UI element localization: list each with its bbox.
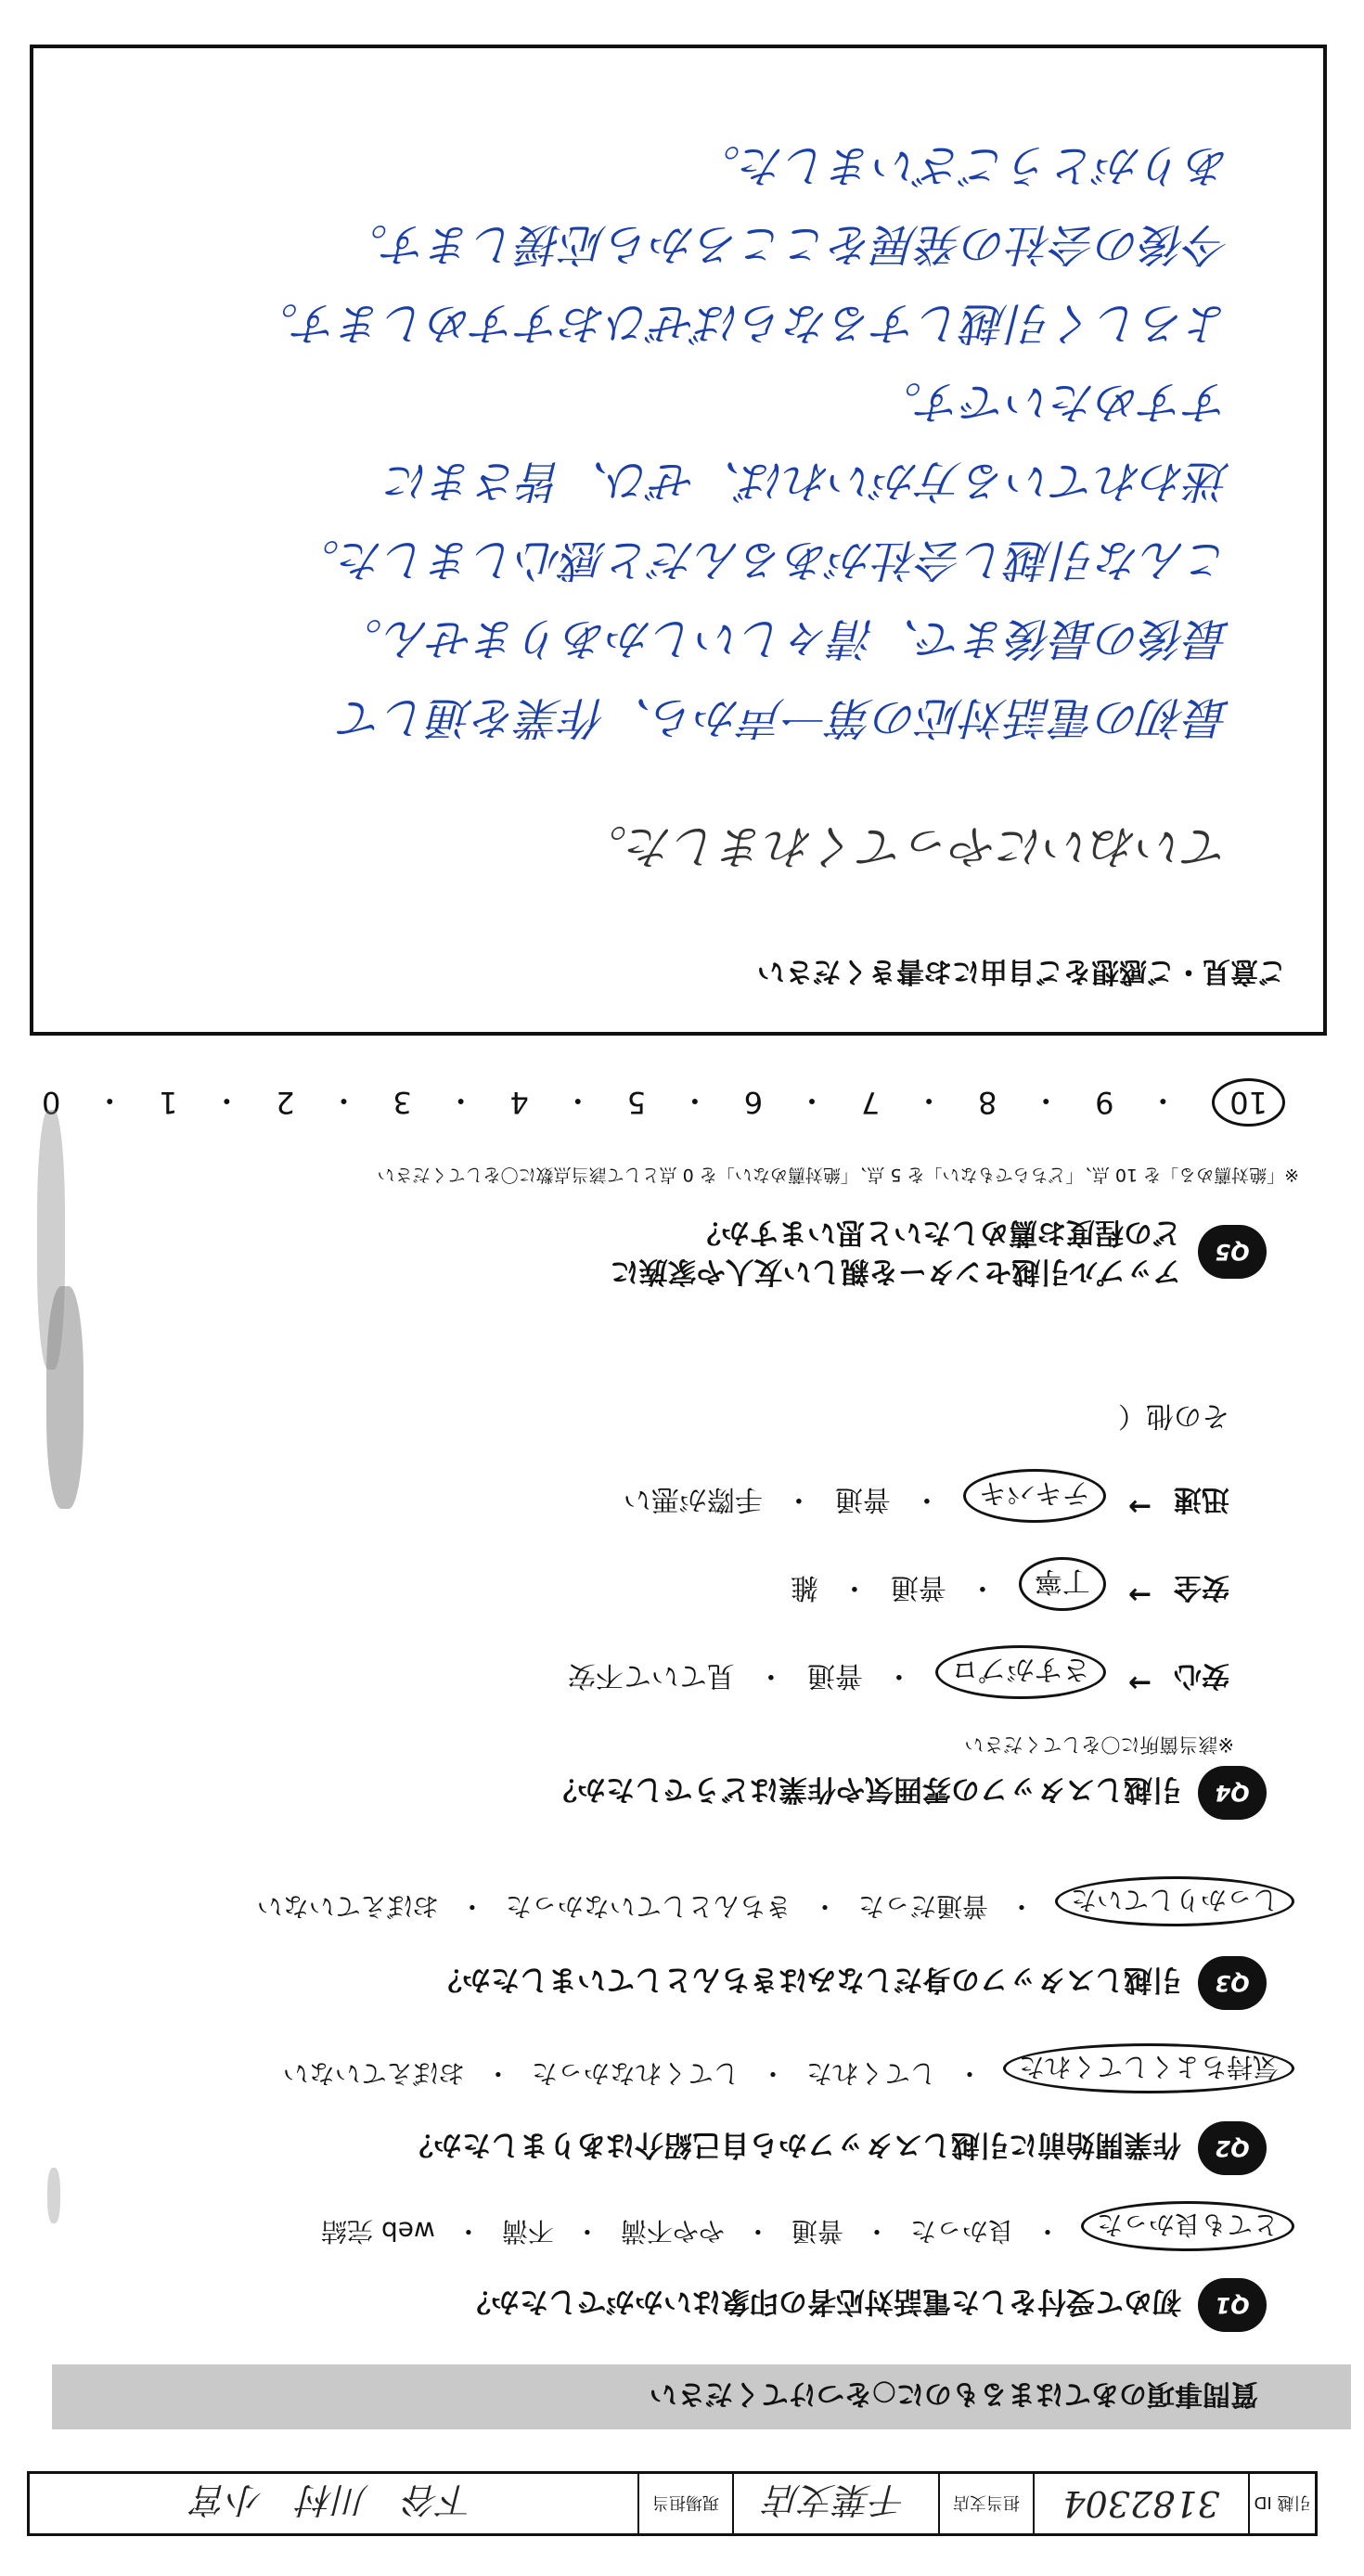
q2-options: 気持ちよくしてくれた ・ してくれた ・ してくれなかった ・ おぼえていない <box>283 2043 1294 2093</box>
q4-row-anzen: 安全 → 丁寧 ・ 普通 ・ 雑 <box>791 1557 1229 1611</box>
question-1 <box>462 2278 1267 2332</box>
q4-row-1-label: 安心 <box>1174 1659 1229 1692</box>
q1-option-4[interactable]: やや不満 <box>620 2216 725 2247</box>
q1-options: とても良かった ・ 良かった ・ 普通 ・ やや不満 ・ 不満 ・ web 完結 <box>321 2201 1294 2251</box>
q3-options: しっかりしていた ・ 普通だった ・ きちんとしていなかった ・ おぼえていない <box>257 1876 1294 1926</box>
q5-text-line-1: アップル引越センターを親しい友人や家族に <box>610 1255 1181 1288</box>
q1-option-2[interactable]: 良かった <box>909 2216 1014 2247</box>
q2-option-3[interactable]: してくれなかった <box>531 2058 740 2089</box>
scale-option-5[interactable]: 5 <box>626 1085 647 1120</box>
scale-option-3[interactable]: 3 <box>392 1085 412 1120</box>
q4-row-anshin: 安心 → さすがプロ ・ 普通 ・ 見ていて不安 <box>568 1645 1229 1699</box>
q1-option-5[interactable]: 不満 <box>501 2216 554 2247</box>
q1-text: 初めて受付をした電話対応者の印象はいかがでしたか？ <box>462 2285 1181 2319</box>
section-title: 質問事項のあてはまるものに○をつけてください <box>52 2364 1351 2429</box>
crew-label: 現場担当 <box>637 2474 732 2533</box>
q4-row-2-option-2[interactable]: 普通 <box>890 1571 946 1604</box>
scan-smudge <box>37 1110 65 1370</box>
handwritten-line-5: すすめたいです。 <box>877 376 1230 428</box>
handwritten-line-8: ありがとうございました。 <box>695 139 1230 191</box>
q2-option-1[interactable]: 気持ちよくしてくれた <box>1003 2043 1294 2093</box>
scale-option-1[interactable]: 1 <box>159 1085 178 1120</box>
arrow-icon: → <box>1127 1667 1152 1699</box>
arrow-icon: → <box>1127 1578 1152 1611</box>
question-2 <box>405 2121 1267 2175</box>
q4-row-3-label: 迅速 <box>1174 1483 1229 1515</box>
q5-badge: Q5 <box>1198 1225 1267 1279</box>
q5-scale: 10 ・ 9 ・ 8 ・ 7 ・ 6 ・ 5 ・ 4 ・ 3 ・ 2 ・ 1 ・ 0 <box>42 1078 1285 1127</box>
scale-option-2[interactable]: 2 <box>276 1085 295 1120</box>
scale-option-8[interactable]: 8 <box>978 1085 997 1120</box>
q4-other <box>1118 1398 1229 1439</box>
q1-option-3[interactable]: 普通 <box>791 2216 843 2247</box>
scale-option-9[interactable]: 9 <box>1095 1085 1114 1120</box>
q4-note: ※該当箇所に〇をしてください <box>964 1733 1234 1756</box>
scale-option-4[interactable]: 4 <box>509 1085 529 1120</box>
q4-badge: Q4 <box>1198 1766 1267 1820</box>
q4-row-3-option-3[interactable]: 手際が悪い <box>623 1483 763 1515</box>
arrow-icon: → <box>1127 1490 1152 1523</box>
scale-option-7[interactable]: 7 <box>860 1085 881 1120</box>
q3-option-3[interactable]: きちんとしていなかった <box>505 1891 791 1922</box>
scale-option-0[interactable]: 0 <box>42 1085 61 1120</box>
handwritten-line-7: 今後の会社の発展をこころから応援します。 <box>342 218 1230 270</box>
id-value: 3182304 <box>1033 2474 1248 2533</box>
comment-box-title: ご意見・ご感想をご自由にお書きください <box>757 955 1286 987</box>
q1-option-1[interactable]: とても良かった <box>1081 2201 1294 2251</box>
question-5 <box>611 1213 1267 1291</box>
branch-label: 担当支店 <box>938 2474 1033 2533</box>
q4-row-3-option-1[interactable]: テキパキ <box>963 1469 1106 1523</box>
q4-row-3-option-2[interactable]: 普通 <box>834 1483 891 1515</box>
id-label: 引越 ID <box>1248 2474 1315 2533</box>
handwritten-line-6: よろしく引越しするならばぜひおすすめします。 <box>253 297 1230 349</box>
q4-row-1-option-3[interactable]: 見ていて不安 <box>567 1659 735 1692</box>
q4-text: 引越しスタッフの雰囲気や作業はどうでしたか？ <box>548 1772 1181 1807</box>
q2-option-2[interactable]: してくれた <box>805 2058 936 2089</box>
header-table <box>27 2471 1318 2536</box>
question-3 <box>433 1956 1267 2010</box>
scan-smudge <box>47 2168 60 2223</box>
scale-option-10[interactable]: 10 <box>1212 1078 1285 1127</box>
q3-option-2[interactable]: 普通だった <box>857 1891 988 1922</box>
q4-row-1-option-2[interactable]: 普通 <box>806 1659 863 1692</box>
q1-badge: Q1 <box>1198 2278 1267 2332</box>
crew-value: 下谷 川村 小宮 <box>192 2479 475 2521</box>
q1-option-6[interactable]: web 完結 <box>321 2216 435 2247</box>
handwritten-line-3: こんな引越し会社があるんだと感心しました。 <box>294 534 1230 586</box>
q4-row-2-option-1[interactable]: 丁寧 <box>1019 1557 1106 1611</box>
comment-box[interactable] <box>30 45 1327 1036</box>
q4-row-2-label: 安全 <box>1174 1571 1229 1604</box>
q3-badge: Q3 <box>1198 1956 1267 2010</box>
q2-badge: Q2 <box>1198 2121 1267 2175</box>
q5-text-line-2: どの程度お薦めしたいと思いますか？ <box>692 1216 1181 1249</box>
question-4 <box>548 1766 1267 1820</box>
q4-row-1-option-1[interactable]: さすがプロ <box>935 1645 1106 1699</box>
q5-note: ※「絶対薦める」を 10 点、「どちらでもない」を 5 点、「絶対薦めない」を 0 点として該当点数に〇をしてください <box>377 1165 1299 1185</box>
q4-other-label[interactable]: その他（ <box>1118 1399 1229 1432</box>
handwritten-line-1: 最初の電話対応の第一声から、作業を通して <box>339 691 1230 743</box>
q2-option-4[interactable]: おぼえていない <box>282 2058 465 2089</box>
q3-option-1[interactable]: しっかりしていた <box>1055 1876 1294 1926</box>
q4-row-jinsoku: 迅速 → テキパキ ・ 普通 ・ 手際が悪い <box>624 1469 1229 1523</box>
handwritten-comment-black: ていねいにやってくれました。 <box>581 819 1230 873</box>
handwritten-line-4: 迷われている方がいれば、ぜひ、皆さまに <box>385 455 1230 507</box>
q3-option-4[interactable]: おぼえていない <box>256 1891 439 1922</box>
scale-option-6[interactable]: 6 <box>743 1085 764 1120</box>
handwritten-line-2: 最後の最後まで、清々しいしかありません。 <box>338 612 1230 664</box>
q2-text: 作業開始前に引越しスタッフから自己紹介はありましたか？ <box>405 2128 1181 2162</box>
q3-text: 引越しスタッフの身だしなみはきちんとしていましたか？ <box>433 1963 1181 1997</box>
branch-value: 千葉支店 <box>732 2474 938 2533</box>
q4-row-2-option-3[interactable]: 雑 <box>790 1571 818 1604</box>
